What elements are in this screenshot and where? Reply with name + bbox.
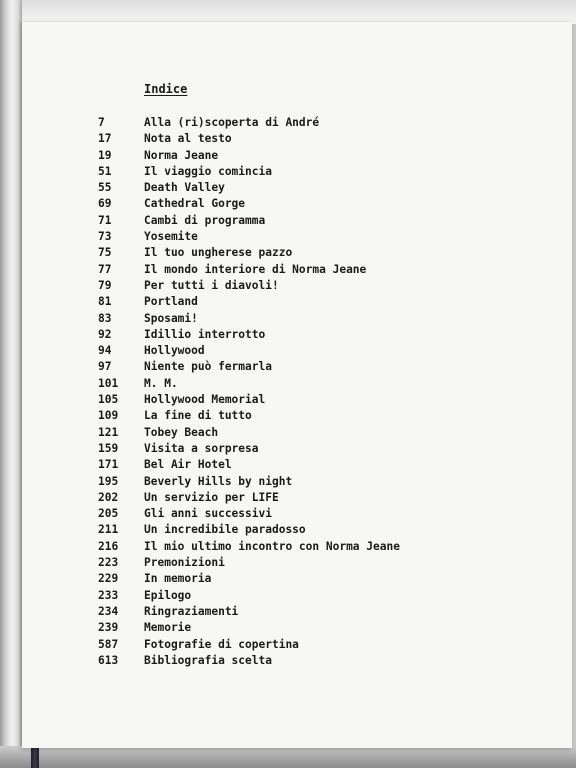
binding-thread: [31, 746, 39, 768]
toc-page-number: 71: [98, 213, 112, 227]
toc-entry-title: Per tutti i diavoli!: [144, 278, 279, 292]
toc-entry-title: Bel Air Hotel: [144, 458, 232, 472]
toc-page-number: 94: [98, 344, 112, 358]
toc-row: [22, 213, 572, 229]
toc-row: [22, 653, 572, 669]
toc-page-number: 73: [98, 230, 112, 244]
toc-page-number: 19: [98, 148, 112, 162]
toc-page-number: 105: [98, 393, 119, 407]
toc-entry-title: M. M.: [144, 376, 178, 390]
toc-row: [22, 555, 572, 571]
toc-row: [22, 278, 572, 294]
toc-row: [22, 571, 572, 587]
toc-entry-title: Un incredibile paradosso: [144, 523, 306, 537]
toc-entry-title: Il viaggio comincia: [144, 164, 272, 178]
book-page: [22, 22, 572, 748]
toc-entry-title: Un servizio per LIFE: [144, 490, 279, 504]
toc-row: [22, 131, 572, 147]
toc-page-number: 77: [98, 262, 112, 276]
toc-entry-title: Portland: [144, 295, 198, 309]
toc-row: [22, 490, 572, 506]
toc-page-number: 75: [98, 246, 112, 260]
toc-page-number: 51: [98, 164, 112, 178]
toc-page-number: 233: [98, 588, 119, 602]
toc-row: [22, 196, 572, 212]
toc-entry-title: Epilogo: [144, 588, 192, 602]
toc-entry-title: Beverly Hills by night: [144, 474, 293, 488]
toc-row: [22, 637, 572, 653]
toc-row: [22, 180, 572, 196]
toc-entry-title: Hollywood: [144, 344, 205, 358]
toc-page-number: 79: [98, 278, 112, 292]
bottom-shadow: [0, 746, 576, 768]
toc-entry-title: Niente può fermarla: [144, 360, 272, 374]
toc-entry-title: Norma Jeane: [144, 148, 219, 162]
toc-row: [22, 474, 572, 490]
toc-entry-title: Cathedral Gorge: [144, 197, 246, 211]
toc-page-number: 83: [98, 311, 112, 325]
toc-page-number: 81: [98, 295, 112, 309]
toc-row: [22, 441, 572, 457]
toc-entry-title: Hollywood Memorial: [144, 393, 266, 407]
toc-page-number: 17: [98, 132, 112, 146]
table-of-contents: [22, 22, 572, 748]
toc-page-number: 97: [98, 360, 112, 374]
toc-row: [22, 604, 572, 620]
toc-page-number: 202: [98, 490, 119, 504]
toc-entry-title: Ringraziamenti: [144, 604, 239, 618]
toc-row: [22, 620, 572, 636]
toc-entry-title: Idillio interrotto: [144, 327, 266, 341]
toc-page-number: 216: [98, 539, 119, 553]
toc-page-number: 55: [98, 181, 112, 195]
toc-row: [22, 148, 572, 164]
toc-entry-title: Visita a sorpresa: [144, 441, 259, 455]
toc-row: [22, 457, 572, 473]
toc-row: [22, 343, 572, 359]
toc-page-number: 587: [98, 637, 119, 651]
toc-page-number: 211: [98, 523, 119, 537]
toc-entry-title: Premonizioni: [144, 556, 225, 570]
page-top-edge: [22, 0, 576, 24]
toc-row: [22, 588, 572, 604]
toc-entry-title: Yosemite: [144, 230, 198, 244]
toc-row: [22, 392, 572, 408]
toc-page-number: 234: [98, 604, 119, 618]
toc-page-number: 69: [98, 197, 112, 211]
toc-row: [22, 245, 572, 261]
toc-row: [22, 359, 572, 375]
toc-row: [22, 376, 572, 392]
toc-entry-title: Tobey Beach: [144, 425, 219, 439]
toc-page-number: 613: [98, 653, 119, 667]
toc-entry-title: Bibliografia scelta: [144, 653, 272, 667]
toc-row: [22, 311, 572, 327]
toc-row: [22, 164, 572, 180]
toc-row: [22, 115, 572, 131]
toc-entry-title: Memorie: [144, 621, 192, 635]
toc-entry-title: Death Valley: [144, 181, 225, 195]
toc-page-number: 223: [98, 556, 119, 570]
toc-row: [22, 229, 572, 245]
toc-entry-title: Cambi di programma: [144, 213, 266, 227]
toc-page-number: 109: [98, 409, 119, 423]
toc-row: [22, 425, 572, 441]
toc-page-number: 195: [98, 474, 119, 488]
book-spine: [0, 0, 22, 768]
toc-row: [22, 408, 572, 424]
toc-entry-title: In memoria: [144, 572, 212, 586]
toc-entry-title: Il mondo interiore di Norma Jeane: [144, 262, 367, 276]
toc-entry-title: Il tuo ungherese pazzo: [144, 246, 293, 260]
toc-page-number: 239: [98, 621, 119, 635]
toc-title: Indice: [144, 82, 188, 96]
toc-page-number: 121: [98, 425, 119, 439]
toc-entry-title: La fine di tutto: [144, 409, 252, 423]
toc-list: [22, 115, 572, 669]
toc-row: [22, 262, 572, 278]
toc-page-number: 205: [98, 507, 119, 521]
toc-entry-title: Alla (ri)scoperta di André: [144, 116, 320, 129]
toc-page-number: 92: [98, 327, 112, 341]
toc-page-number: 101: [98, 376, 119, 390]
toc-page-number: 229: [98, 572, 119, 586]
toc-page-number: 171: [98, 458, 119, 472]
toc-page-number: 159: [98, 441, 119, 455]
toc-row: [22, 327, 572, 343]
toc-row: [22, 539, 572, 555]
toc-row: [22, 294, 572, 310]
toc-row: [22, 506, 572, 522]
toc-entry-title: Nota al testo: [144, 132, 232, 146]
toc-page-number: 7: [98, 116, 105, 129]
toc-entry-title: Il mio ultimo incontro con Norma Jeane: [144, 539, 400, 553]
toc-entry-title: Gli anni successivi: [144, 507, 272, 521]
toc-entry-title: Fotografie di copertina: [144, 637, 299, 651]
toc-row: [22, 522, 572, 538]
toc-entry-title: Sposami!: [144, 311, 198, 325]
